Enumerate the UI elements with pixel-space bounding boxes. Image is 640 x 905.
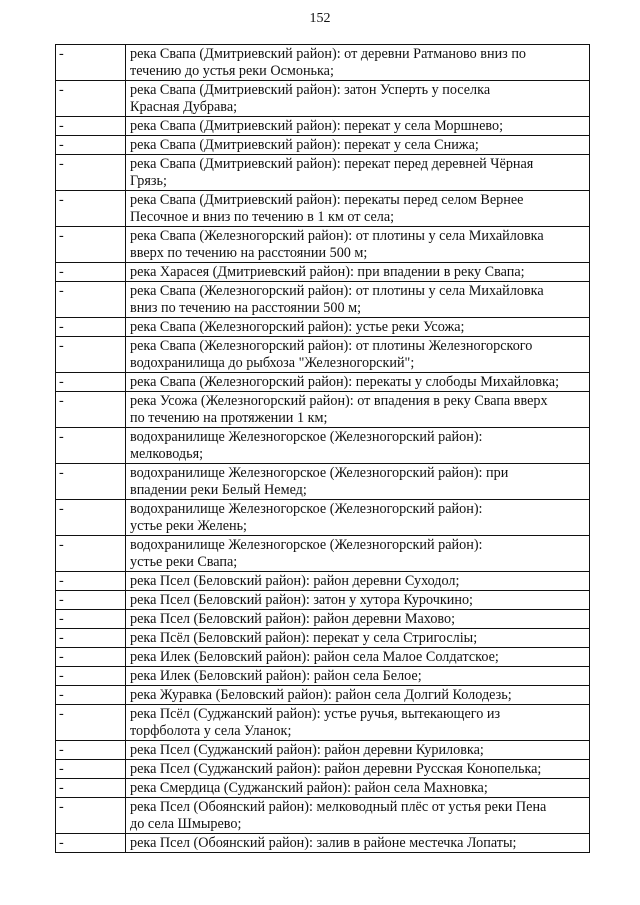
row-text-line: река Усожа (Железногорский район): от впадения в реку Свапа вверх bbox=[130, 393, 548, 409]
table-row bbox=[56, 779, 590, 798]
table-row bbox=[56, 686, 590, 705]
document-table bbox=[55, 44, 590, 853]
row-text bbox=[126, 798, 590, 834]
row-text bbox=[126, 500, 590, 536]
table-row bbox=[56, 45, 590, 81]
row-marker: - bbox=[56, 572, 126, 591]
row-text-line: Грязь; bbox=[130, 173, 167, 189]
row-text-line: река Свапа (Железногорский район): от плотины у села Михайловка bbox=[130, 283, 544, 299]
row-text-line: впадении реки Белый Немед; bbox=[130, 482, 307, 498]
row-text bbox=[126, 536, 590, 572]
row-text bbox=[126, 779, 590, 798]
row-text-line: река Псёл (Суджанский район): устье ручья, вытекающего из bbox=[130, 706, 501, 722]
row-text-line: Песочное и вниз по течению в 1 км от села; bbox=[130, 209, 395, 225]
row-text bbox=[126, 834, 590, 853]
row-text-line: река Псел (Суджанский район): район деревни Куриловка; bbox=[130, 742, 484, 758]
row-text-line: течению до устья реки Осмонька; bbox=[130, 63, 334, 79]
row-text bbox=[126, 155, 590, 191]
row-marker: - bbox=[56, 136, 126, 155]
table-row bbox=[56, 117, 590, 136]
row-text bbox=[126, 648, 590, 667]
row-marker: - bbox=[56, 741, 126, 760]
table-row bbox=[56, 741, 590, 760]
table-row bbox=[56, 536, 590, 572]
row-text-line: устье реки Свапа; bbox=[130, 554, 238, 570]
row-marker: - bbox=[56, 500, 126, 536]
row-text-line: река Свапа (Дмитриевский район): перекаты перед селом Вернее bbox=[130, 192, 524, 208]
row-text bbox=[126, 741, 590, 760]
row-text-line: река Псёл (Беловский район): перекат у села Стригосліы; bbox=[130, 630, 478, 646]
table-row bbox=[56, 610, 590, 629]
row-marker: - bbox=[56, 337, 126, 373]
row-text bbox=[126, 282, 590, 318]
table-row bbox=[56, 572, 590, 591]
row-marker: - bbox=[56, 629, 126, 648]
table-row bbox=[56, 337, 590, 373]
row-marker: - bbox=[56, 705, 126, 741]
row-text-line: река Псел (Беловский район): район деревни Суходол; bbox=[130, 573, 460, 589]
row-text-line: водохранилище Железногорское (Железногорский район): bbox=[130, 537, 483, 553]
row-text-line: водохранилище Железногорское (Железногорский район): bbox=[130, 429, 483, 445]
row-text-line: река Илек (Беловский район): район села Белое; bbox=[130, 668, 422, 684]
row-text bbox=[126, 428, 590, 464]
table-body bbox=[56, 45, 590, 853]
row-marker: - bbox=[56, 392, 126, 428]
row-marker: - bbox=[56, 667, 126, 686]
row-text-line: река Илек (Беловский район): район села Малое Солдатское; bbox=[130, 649, 499, 665]
row-marker: - bbox=[56, 191, 126, 227]
row-marker: - bbox=[56, 798, 126, 834]
table-row bbox=[56, 464, 590, 500]
row-marker: - bbox=[56, 648, 126, 667]
row-text bbox=[126, 464, 590, 500]
row-text bbox=[126, 760, 590, 779]
table-row bbox=[56, 373, 590, 392]
row-marker: - bbox=[56, 760, 126, 779]
row-marker: - bbox=[56, 536, 126, 572]
row-text-line: река Свапа (Железногорский район): от плотины Железногорского bbox=[130, 338, 533, 354]
row-text bbox=[126, 191, 590, 227]
row-text-line: Красная Дубрава; bbox=[130, 99, 238, 115]
table-row bbox=[56, 282, 590, 318]
row-text-line: река Псел (Суджанский район): район деревни Русская Конопелька; bbox=[130, 761, 542, 777]
row-text bbox=[126, 373, 590, 392]
row-text bbox=[126, 686, 590, 705]
table-row bbox=[56, 648, 590, 667]
row-text bbox=[126, 136, 590, 155]
table-row bbox=[56, 798, 590, 834]
row-marker: - bbox=[56, 81, 126, 117]
table-row bbox=[56, 500, 590, 536]
row-marker: - bbox=[56, 282, 126, 318]
row-marker: - bbox=[56, 591, 126, 610]
table-row bbox=[56, 591, 590, 610]
row-text bbox=[126, 81, 590, 117]
row-text-line: торфболота у села Уланок; bbox=[130, 723, 292, 739]
row-text bbox=[126, 667, 590, 686]
page-number: 152 bbox=[309, 11, 331, 26]
row-text-line: водохранилище Железногорское (Железногорский район): bbox=[130, 501, 483, 517]
row-text-line: река Смердица (Суджанский район): район села Махновка; bbox=[130, 780, 488, 796]
table-row bbox=[56, 263, 590, 282]
row-text-line: река Харасея (Дмитриевский район): при впадении в реку Свапа; bbox=[130, 264, 525, 280]
row-text bbox=[126, 591, 590, 610]
row-text bbox=[126, 337, 590, 373]
row-marker: - bbox=[56, 610, 126, 629]
table-row bbox=[56, 392, 590, 428]
table-row bbox=[56, 318, 590, 337]
row-text-line: река Свапа (Дмитриевский район): перекат перед деревней Чёрная bbox=[130, 156, 534, 172]
row-text bbox=[126, 263, 590, 282]
row-marker: - bbox=[56, 318, 126, 337]
row-text bbox=[126, 705, 590, 741]
row-marker: - bbox=[56, 227, 126, 263]
row-text-line: река Свапа (Дмитриевский район): затон Усперть у поселка bbox=[130, 82, 491, 98]
row-text bbox=[126, 629, 590, 648]
row-text-line: до села Шмырево; bbox=[130, 816, 242, 832]
row-text-line: река Псел (Беловский район): район деревни Махово; bbox=[130, 611, 456, 627]
row-text-line: водохранилище Железногорское (Железногорский район): при bbox=[130, 465, 509, 481]
table-row bbox=[56, 227, 590, 263]
row-marker: - bbox=[56, 779, 126, 798]
row-marker: - bbox=[56, 117, 126, 136]
row-text-line: река Псел (Беловский район): затон у хутора Курочкино; bbox=[130, 592, 473, 608]
row-marker: - bbox=[56, 834, 126, 853]
row-text-line: вверх по течению на расстоянии 500 м; bbox=[130, 245, 368, 261]
row-text-line: по течению на протяжении 1 км; bbox=[130, 410, 328, 426]
row-text-line: водохранилища до рыбхоза "Железногорский"; bbox=[130, 355, 415, 371]
row-text bbox=[126, 45, 590, 81]
row-text-line: мелководья; bbox=[130, 446, 204, 462]
row-text-line: река Свапа (Дмитриевский район): от деревни Ратманово вниз по bbox=[130, 46, 527, 62]
row-text bbox=[126, 392, 590, 428]
table-row bbox=[56, 629, 590, 648]
table-row bbox=[56, 428, 590, 464]
table-row bbox=[56, 81, 590, 117]
row-text bbox=[126, 227, 590, 263]
row-text-line: река Псел (Обоянский район): мелководный плёс от устья реки Пена bbox=[130, 799, 547, 815]
row-marker: - bbox=[56, 45, 126, 81]
row-marker: - bbox=[56, 464, 126, 500]
row-text bbox=[126, 117, 590, 136]
row-text bbox=[126, 610, 590, 629]
row-text bbox=[126, 318, 590, 337]
table-row bbox=[56, 760, 590, 779]
row-text-line: река Свапа (Железногорский район): перекаты у слободы Михайловка; bbox=[130, 374, 560, 390]
table-row bbox=[56, 191, 590, 227]
row-marker: - bbox=[56, 686, 126, 705]
table-row bbox=[56, 155, 590, 191]
row-text-line: устье реки Желень; bbox=[130, 518, 247, 534]
row-text-line: река Свапа (Дмитриевский район): перекат у села Снижа; bbox=[130, 137, 479, 153]
table-row bbox=[56, 136, 590, 155]
table-row bbox=[56, 667, 590, 686]
row-text-line: река Псел (Обоянский район): залив в районе местечка Лопаты; bbox=[130, 835, 517, 851]
row-text-line: река Свапа (Дмитриевский район): перекат у села Моршнево; bbox=[130, 118, 504, 134]
row-text bbox=[126, 572, 590, 591]
row-text-line: вниз по течению на расстоянии 500 м; bbox=[130, 300, 362, 316]
row-marker: - bbox=[56, 373, 126, 392]
table-row bbox=[56, 705, 590, 741]
row-marker: - bbox=[56, 428, 126, 464]
row-text-line: река Журавка (Беловский район): район села Долгий Колодезь; bbox=[130, 687, 512, 703]
row-marker: - bbox=[56, 263, 126, 282]
row-marker: - bbox=[56, 155, 126, 191]
table-row bbox=[56, 834, 590, 853]
row-text-line: река Свапа (Железногорский район): устье реки Усожа; bbox=[130, 319, 465, 335]
row-text-line: река Свапа (Железногорский район): от плотины у села Михайловка bbox=[130, 228, 544, 244]
